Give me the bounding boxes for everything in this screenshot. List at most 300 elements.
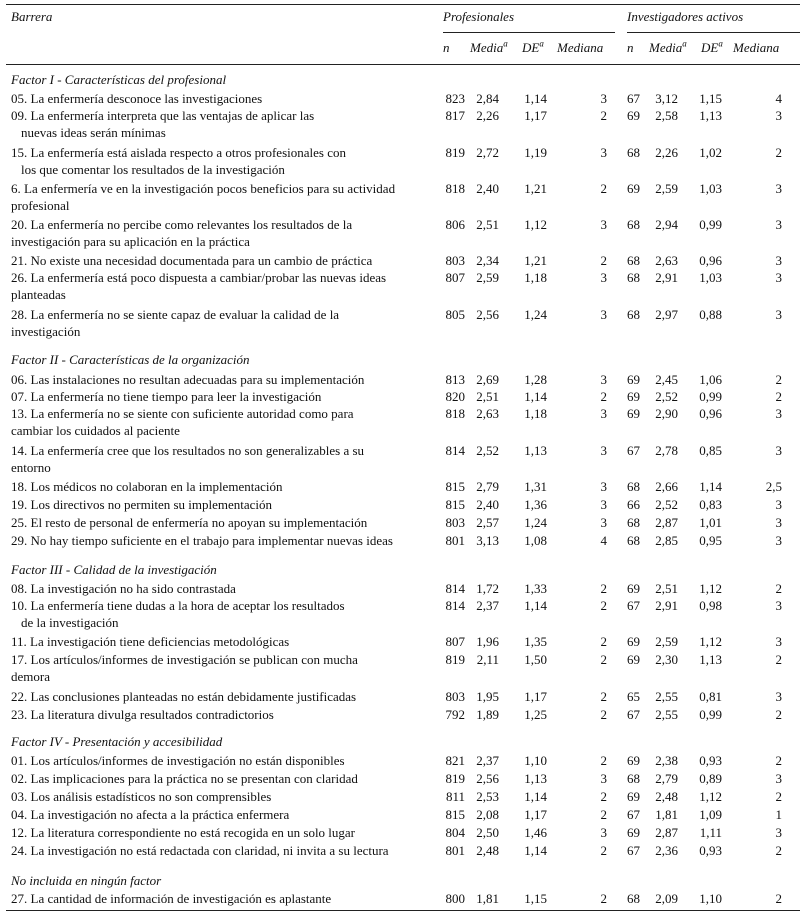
cell-mediana-inv: 3 xyxy=(775,825,782,840)
cell-media-prof: 2,37 xyxy=(476,753,499,768)
cell-mediana-inv: 3 xyxy=(775,270,782,285)
cell-n-inv: 69 xyxy=(627,652,640,667)
cell-n-inv: 68 xyxy=(627,307,640,322)
cell-de-inv: 0,88 xyxy=(699,307,722,322)
cell-mediana-prof: 2 xyxy=(600,108,607,123)
cell-mediana-prof: 2 xyxy=(600,181,607,196)
cell-n-inv: 68 xyxy=(627,270,640,285)
cell-n-prof: 805 xyxy=(445,307,465,322)
cell-n-prof: 813 xyxy=(445,372,465,387)
cell-mediana-prof: 3 xyxy=(600,217,607,232)
cell-n-prof: 814 xyxy=(445,598,465,613)
cell-de-inv: 1,03 xyxy=(699,181,722,196)
cell-n-prof: 819 xyxy=(445,652,465,667)
header-bottom-rule xyxy=(6,64,800,65)
col-header-de-inv: $DE^a$ xyxy=(701,38,723,55)
cell-n-prof: 815 xyxy=(445,807,465,822)
cell-media-inv: 2,52 xyxy=(655,497,678,512)
cell-de-inv: 0,93 xyxy=(699,843,722,858)
col-header-de-prof: $DE^a$ xyxy=(522,38,544,55)
table-row xyxy=(0,514,803,532)
cell-mediana-inv: 2,5 xyxy=(765,479,782,494)
cell-n-inv: 69 xyxy=(627,825,640,840)
cell-n-prof: 818 xyxy=(445,406,465,421)
barrier-text: 27. La cantidad de información de investigación es aplastante xyxy=(11,891,332,906)
col-header-mediana-inv: Mediana xyxy=(733,40,780,55)
barrier-text-continuation: investigación para su aplicación en la práctica xyxy=(11,234,250,249)
table-row xyxy=(0,478,803,496)
cell-mediana-prof: 3 xyxy=(600,825,607,840)
cell-media-prof: 2,84 xyxy=(476,91,499,106)
cell-n-prof: 803 xyxy=(445,253,465,268)
table-row xyxy=(0,633,803,651)
cell-media-inv: 2,78 xyxy=(655,443,678,458)
cell-media-inv: 2,79 xyxy=(655,771,678,786)
cell-mediana-inv: 3 xyxy=(775,515,782,530)
cell-mediana-prof: 2 xyxy=(600,598,607,613)
barrier-text: 23. La literatura divulga resultados contradictorios xyxy=(11,707,274,722)
cell-mediana-inv: 2 xyxy=(775,753,782,768)
col-header-n-prof: n xyxy=(443,40,450,55)
table-row xyxy=(0,770,803,788)
cell-n-prof: 801 xyxy=(445,533,465,548)
barrier-text: 09. La enfermería interpreta que las ventajas de aplicar las xyxy=(11,108,315,123)
cell-de-prof: 1,14 xyxy=(524,598,547,613)
cell-mediana-inv: 2 xyxy=(775,581,782,596)
cell-mediana-inv: 3 xyxy=(775,307,782,322)
barrier-text: 6. La enfermería ve en la investigación pocos beneficios para su actividad xyxy=(11,181,396,196)
cell-de-inv: 1,09 xyxy=(699,807,722,822)
barrier-cell xyxy=(11,405,441,439)
cell-media-prof: 2,52 xyxy=(476,443,499,458)
cell-de-prof: 1,18 xyxy=(524,406,547,421)
cell-n-inv: 68 xyxy=(627,771,640,786)
cell-n-inv: 68 xyxy=(627,891,640,906)
cell-mediana-inv: 2 xyxy=(775,707,782,722)
cell-n-prof: 803 xyxy=(445,515,465,530)
cell-de-inv: 1,06 xyxy=(699,372,722,387)
cell-mediana-inv: 3 xyxy=(775,634,782,649)
cell-mediana-inv: 4 xyxy=(775,91,782,106)
cell-media-inv: 2,94 xyxy=(655,217,678,232)
cell-n-prof: 821 xyxy=(445,753,465,768)
cell-de-inv: 0,98 xyxy=(699,598,722,613)
cell-media-prof: 2,37 xyxy=(476,598,499,613)
col-header-media-inv: Media$^a$ xyxy=(649,38,687,55)
barrier-text-continuation: los que comentar los resultados de la investigación xyxy=(21,162,285,177)
factor-heading: Factor III - Calidad de la investigación xyxy=(11,562,217,577)
barrier-text: 10. La enfermería tiene dudas a la hora de aceptar los resultados xyxy=(11,598,345,613)
barrier-cell xyxy=(11,890,441,907)
cell-n-inv: 69 xyxy=(627,634,640,649)
cell-n-inv: 66 xyxy=(627,497,640,512)
barrier-text: 13. La enfermería no se siente con suficiente autoridad como para xyxy=(11,406,354,421)
cell-mediana-prof: 2 xyxy=(600,652,607,667)
barrier-text-continuation: investigación xyxy=(11,324,81,339)
cell-media-inv: 1,81 xyxy=(655,807,678,822)
cell-n-prof: 818 xyxy=(445,181,465,196)
cell-media-inv: 2,59 xyxy=(655,634,678,649)
cell-n-inv: 67 xyxy=(627,443,640,458)
cell-n-prof: 823 xyxy=(445,91,465,106)
cell-n-inv: 67 xyxy=(627,707,640,722)
cell-n-prof: 811 xyxy=(445,789,465,804)
cell-media-inv: 2,55 xyxy=(655,707,678,722)
cell-media-prof: 2,40 xyxy=(476,497,499,512)
barrier-cell xyxy=(11,706,441,723)
cell-de-inv: 0,89 xyxy=(699,771,722,786)
cell-mediana-prof: 3 xyxy=(600,443,607,458)
researchers-group-rule xyxy=(627,32,800,33)
cell-de-inv: 0,83 xyxy=(699,497,722,512)
cell-media-inv: 3,12 xyxy=(655,91,678,106)
barrier-text: 20. La enfermería no percibe como relevantes los resultados de la xyxy=(11,217,353,232)
barrier-cell xyxy=(11,842,441,859)
barrier-text: 06. Las instalaciones no resultan adecuadas para su implementación xyxy=(11,372,365,387)
cell-n-inv: 69 xyxy=(627,789,640,804)
cell-media-prof: 2,72 xyxy=(476,145,499,160)
cell-mediana-inv: 3 xyxy=(775,771,782,786)
cell-mediana-prof: 3 xyxy=(600,479,607,494)
table-row xyxy=(0,216,803,249)
cell-de-inv: 1,02 xyxy=(699,145,722,160)
barrier-text: 11. La investigación tiene deficiencias metodológicas xyxy=(11,634,290,649)
cell-media-inv: 2,38 xyxy=(655,753,678,768)
cell-de-prof: 1,15 xyxy=(524,891,547,906)
cell-mediana-prof: 2 xyxy=(600,843,607,858)
barrier-cell xyxy=(11,306,441,340)
cell-n-prof: 814 xyxy=(445,581,465,596)
cell-media-prof: 3,13 xyxy=(476,533,499,548)
table-row xyxy=(0,824,803,842)
barrier-text: 25. El resto de personal de enfermería no apoyan su implementación xyxy=(11,515,368,530)
cell-n-prof: 820 xyxy=(445,389,465,404)
barrier-text: 17. Los artículos/informes de investigación se publican con mucha xyxy=(11,652,358,667)
cell-mediana-inv: 2 xyxy=(775,372,782,387)
table-row xyxy=(0,651,803,684)
cell-media-inv: 2,91 xyxy=(655,598,678,613)
cell-de-prof: 1,33 xyxy=(524,581,547,596)
cell-de-inv: 1,15 xyxy=(699,91,722,106)
cell-n-inv: 67 xyxy=(627,598,640,613)
cell-de-prof: 1,17 xyxy=(524,807,547,822)
table-row xyxy=(0,405,803,438)
barrier-text-continuation: profesional xyxy=(11,198,70,213)
barrier-text: 24. La investigación no está redactada con claridad, ni invita a su lectura xyxy=(11,843,389,858)
cell-media-inv: 2,51 xyxy=(655,581,678,596)
table-row xyxy=(0,107,803,140)
cell-mediana-inv: 2 xyxy=(775,843,782,858)
barrier-text-continuation: planteadas xyxy=(11,287,66,302)
barrier-cell xyxy=(11,388,441,405)
cell-de-prof: 1,31 xyxy=(524,479,547,494)
cell-media-prof: 2,63 xyxy=(476,406,499,421)
cell-media-prof: 2,59 xyxy=(476,270,499,285)
cell-n-inv: 69 xyxy=(627,581,640,596)
barrier-cell xyxy=(11,442,441,476)
cell-n-prof: 807 xyxy=(445,634,465,649)
barrier-text: 14. La enfermería cree que los resultados no son generalizables a su xyxy=(11,443,365,458)
table-top-rule xyxy=(6,4,800,5)
cell-media-prof: 1,95 xyxy=(476,689,499,704)
cell-n-prof: 819 xyxy=(445,771,465,786)
cell-de-prof: 1,08 xyxy=(524,533,547,548)
barrier-cell xyxy=(11,580,441,597)
cell-media-prof: 2,08 xyxy=(476,807,499,822)
barrier-text: 01. Los artículos/informes de investigación no están disponibles xyxy=(11,753,345,768)
col-header-mediana-prof: Mediana xyxy=(557,40,604,55)
barrier-text: 28. La enfermería no se siente capaz de evaluar la calidad de la xyxy=(11,307,340,322)
cell-mediana-prof: 2 xyxy=(600,753,607,768)
barrier-cell xyxy=(11,216,441,250)
cell-media-prof: 1,96 xyxy=(476,634,499,649)
cell-mediana-inv: 3 xyxy=(775,533,782,548)
cell-n-inv: 68 xyxy=(627,217,640,232)
cell-de-prof: 1,24 xyxy=(524,515,547,530)
factor-heading: Factor IV - Presentación y accesibilidad xyxy=(11,734,223,749)
cell-media-prof: 2,40 xyxy=(476,181,499,196)
cell-de-inv: 1,13 xyxy=(699,652,722,667)
barrier-text: 05. La enfermería desconoce las investigaciones xyxy=(11,91,263,106)
cell-media-prof: 2,56 xyxy=(476,771,499,786)
researchers-group-header: Investigadores activos xyxy=(627,9,744,24)
cell-n-inv: 67 xyxy=(627,91,640,106)
factor-heading: No incluida en ningún factor xyxy=(11,873,162,888)
cell-n-inv: 69 xyxy=(627,389,640,404)
cell-media-inv: 2,85 xyxy=(655,533,678,548)
cell-de-inv: 1,01 xyxy=(699,515,722,530)
barrier-text-continuation: nuevas ideas serán mínimas xyxy=(21,125,166,140)
cell-mediana-prof: 2 xyxy=(600,253,607,268)
cell-media-prof: 2,50 xyxy=(476,825,499,840)
cell-mediana-prof: 2 xyxy=(600,389,607,404)
cell-mediana-prof: 2 xyxy=(600,789,607,804)
cell-n-prof: 814 xyxy=(445,443,465,458)
cell-media-prof: 2,51 xyxy=(476,217,499,232)
cell-de-prof: 1,13 xyxy=(524,771,547,786)
cell-de-prof: 1,36 xyxy=(524,497,547,512)
cell-media-inv: 2,36 xyxy=(655,843,678,858)
barrier-text: 29. No hay tiempo suficiente en el trabajo para implementar nuevas ideas xyxy=(11,533,393,548)
cell-mediana-inv: 3 xyxy=(775,497,782,512)
barrier-cell xyxy=(11,144,441,178)
cell-media-prof: 1,89 xyxy=(476,707,499,722)
cell-mediana-prof: 3 xyxy=(600,515,607,530)
cell-mediana-inv: 3 xyxy=(775,253,782,268)
cell-de-prof: 1,25 xyxy=(524,707,547,722)
table-row xyxy=(0,90,803,108)
professionals-group-rule xyxy=(443,32,615,33)
cell-mediana-prof: 2 xyxy=(600,807,607,822)
barrier-text-continuation: de la investigación xyxy=(21,615,119,630)
cell-de-prof: 1,21 xyxy=(524,181,547,196)
barrier-text: 07. La enfermería no tiene tiempo para leer la investigación xyxy=(11,389,322,404)
barrier-text: 03. Los análisis estadísticos no son comprensibles xyxy=(11,789,272,804)
table-row xyxy=(0,806,803,824)
cell-n-inv: 68 xyxy=(627,253,640,268)
cell-de-inv: 0,85 xyxy=(699,443,722,458)
barrier-text: 02. Las implicaciones para la práctica no se presentan con claridad xyxy=(11,771,358,786)
cell-de-inv: 1,10 xyxy=(699,891,722,906)
cell-n-prof: 806 xyxy=(445,217,465,232)
cell-n-inv: 65 xyxy=(627,689,640,704)
cell-n-prof: 803 xyxy=(445,689,465,704)
table-row xyxy=(0,269,803,302)
cell-mediana-prof: 3 xyxy=(600,406,607,421)
cell-n-prof: 804 xyxy=(445,825,465,840)
barrier-text: 08. La investigación no ha sido contrastada xyxy=(11,581,236,596)
cell-media-inv: 2,87 xyxy=(655,825,678,840)
barrier-cell xyxy=(11,269,441,303)
cell-de-inv: 0,99 xyxy=(699,389,722,404)
cell-n-prof: 801 xyxy=(445,843,465,858)
cell-mediana-prof: 3 xyxy=(600,91,607,106)
cell-mediana-prof: 4 xyxy=(600,533,607,548)
table-row xyxy=(0,532,803,550)
cell-media-prof: 2,48 xyxy=(476,843,499,858)
cell-de-inv: 1,14 xyxy=(699,479,722,494)
cell-mediana-prof: 2 xyxy=(600,689,607,704)
cell-media-inv: 2,63 xyxy=(655,253,678,268)
barrier-text: 21. No existe una necesidad documentada para un cambio de práctica xyxy=(11,253,373,268)
factor-heading: Factor II - Características de la organización xyxy=(11,352,250,367)
cell-mediana-prof: 2 xyxy=(600,634,607,649)
col-header-media-prof: Media$^a$ xyxy=(470,38,508,55)
cell-media-inv: 2,55 xyxy=(655,689,678,704)
cell-mediana-inv: 3 xyxy=(775,406,782,421)
barrier-cell xyxy=(11,688,441,705)
cell-de-prof: 1,35 xyxy=(524,634,547,649)
cell-n-prof: 800 xyxy=(445,891,465,906)
barrier-cell xyxy=(11,532,441,549)
cell-media-inv: 2,48 xyxy=(655,789,678,804)
cell-de-prof: 1,17 xyxy=(524,108,547,123)
table-row xyxy=(0,180,803,213)
cell-mediana-inv: 2 xyxy=(775,389,782,404)
cell-mediana-inv: 3 xyxy=(775,108,782,123)
cell-media-inv: 2,90 xyxy=(655,406,678,421)
table-bottom-rule xyxy=(6,910,800,911)
cell-media-inv: 2,45 xyxy=(655,372,678,387)
cell-media-prof: 2,34 xyxy=(476,253,499,268)
cell-n-inv: 69 xyxy=(627,108,640,123)
cell-de-prof: 1,10 xyxy=(524,753,547,768)
barrier-cell xyxy=(11,514,441,531)
cell-media-inv: 2,58 xyxy=(655,108,678,123)
cell-n-inv: 68 xyxy=(627,479,640,494)
cell-mediana-prof: 2 xyxy=(600,707,607,722)
barrier-text: 26. La enfermería está poco dispuesta a cambiar/probar las nuevas ideas xyxy=(11,270,387,285)
table-row xyxy=(0,580,803,598)
table-row xyxy=(0,371,803,389)
barrier-text-continuation: entorno xyxy=(11,460,51,475)
cell-de-prof: 1,18 xyxy=(524,270,547,285)
cell-mediana-prof: 3 xyxy=(600,307,607,322)
cell-mediana-prof: 3 xyxy=(600,497,607,512)
table-row xyxy=(0,842,803,860)
cell-media-prof: 2,69 xyxy=(476,372,499,387)
cell-media-prof: 1,72 xyxy=(476,581,499,596)
barrier-text-continuation: cambiar los cuidados al paciente xyxy=(11,423,180,438)
table-row xyxy=(0,597,803,630)
barrier-cell xyxy=(11,824,441,841)
barrier-text: 12. La literatura correspondiente no está recogida en un solo lugar xyxy=(11,825,356,840)
cell-de-prof: 1,24 xyxy=(524,307,547,322)
cell-n-inv: 68 xyxy=(627,533,640,548)
cell-media-prof: 2,51 xyxy=(476,389,499,404)
cell-mediana-prof: 3 xyxy=(600,771,607,786)
barrier-cell xyxy=(11,252,441,269)
cell-n-inv: 69 xyxy=(627,372,640,387)
cell-media-prof: 1,81 xyxy=(476,891,499,906)
barrier-cell xyxy=(11,597,441,631)
barrier-cell xyxy=(11,478,441,495)
barrier-cell xyxy=(11,770,441,787)
cell-media-inv: 2,26 xyxy=(655,145,678,160)
cell-n-prof: 819 xyxy=(445,145,465,160)
cell-media-inv: 2,66 xyxy=(655,479,678,494)
cell-n-inv: 69 xyxy=(627,406,640,421)
cell-de-prof: 1,13 xyxy=(524,443,547,458)
cell-n-inv: 67 xyxy=(627,807,640,822)
barrier-text: 22. Las conclusiones planteadas no están debidamente justificadas xyxy=(11,689,357,704)
table-row xyxy=(0,496,803,514)
table-row xyxy=(0,306,803,339)
cell-media-prof: 2,79 xyxy=(476,479,499,494)
cell-n-prof: 792 xyxy=(445,707,465,722)
cell-de-inv: 0,93 xyxy=(699,753,722,768)
cell-de-prof: 1,14 xyxy=(524,389,547,404)
cell-n-prof: 807 xyxy=(445,270,465,285)
table-row xyxy=(0,706,803,724)
barrier-text: 19. Los directivos no permiten su implementación xyxy=(11,497,273,512)
cell-mediana-prof: 2 xyxy=(600,891,607,906)
cell-mediana-inv: 2 xyxy=(775,789,782,804)
cell-mediana-prof: 3 xyxy=(600,372,607,387)
cell-n-prof: 817 xyxy=(445,108,465,123)
cell-de-prof: 1,14 xyxy=(524,789,547,804)
cell-mediana-inv: 3 xyxy=(775,181,782,196)
cell-de-inv: 0,99 xyxy=(699,217,722,232)
cell-mediana-inv: 3 xyxy=(775,443,782,458)
barrier-cell xyxy=(11,651,441,685)
barrier-cell xyxy=(11,496,441,513)
cell-de-inv: 1,12 xyxy=(699,581,722,596)
barrier-cell xyxy=(11,90,441,107)
cell-media-prof: 2,57 xyxy=(476,515,499,530)
cell-n-inv: 68 xyxy=(627,145,640,160)
cell-de-inv: 1,03 xyxy=(699,270,722,285)
cell-n-prof: 815 xyxy=(445,497,465,512)
table-row xyxy=(0,442,803,475)
cell-mediana-prof: 2 xyxy=(600,581,607,596)
cell-media-inv: 2,87 xyxy=(655,515,678,530)
barrier-text: 04. La investigación no afecta a la práctica enfermera xyxy=(11,807,290,822)
cell-media-inv: 2,30 xyxy=(655,652,678,667)
cell-de-inv: 1,11 xyxy=(699,825,722,840)
barrier-cell xyxy=(11,806,441,823)
cell-de-inv: 0,95 xyxy=(699,533,722,548)
cell-mediana-prof: 3 xyxy=(600,270,607,285)
cell-de-inv: 1,12 xyxy=(699,634,722,649)
cell-de-inv: 0,99 xyxy=(699,707,722,722)
cell-n-prof: 815 xyxy=(445,479,465,494)
cell-de-inv: 0,96 xyxy=(699,253,722,268)
cell-de-inv: 1,13 xyxy=(699,108,722,123)
cell-media-inv: 2,97 xyxy=(655,307,678,322)
barrier-text: 18. Los médicos no colaboran en la implementación xyxy=(11,479,283,494)
cell-mediana-inv: 3 xyxy=(775,689,782,704)
